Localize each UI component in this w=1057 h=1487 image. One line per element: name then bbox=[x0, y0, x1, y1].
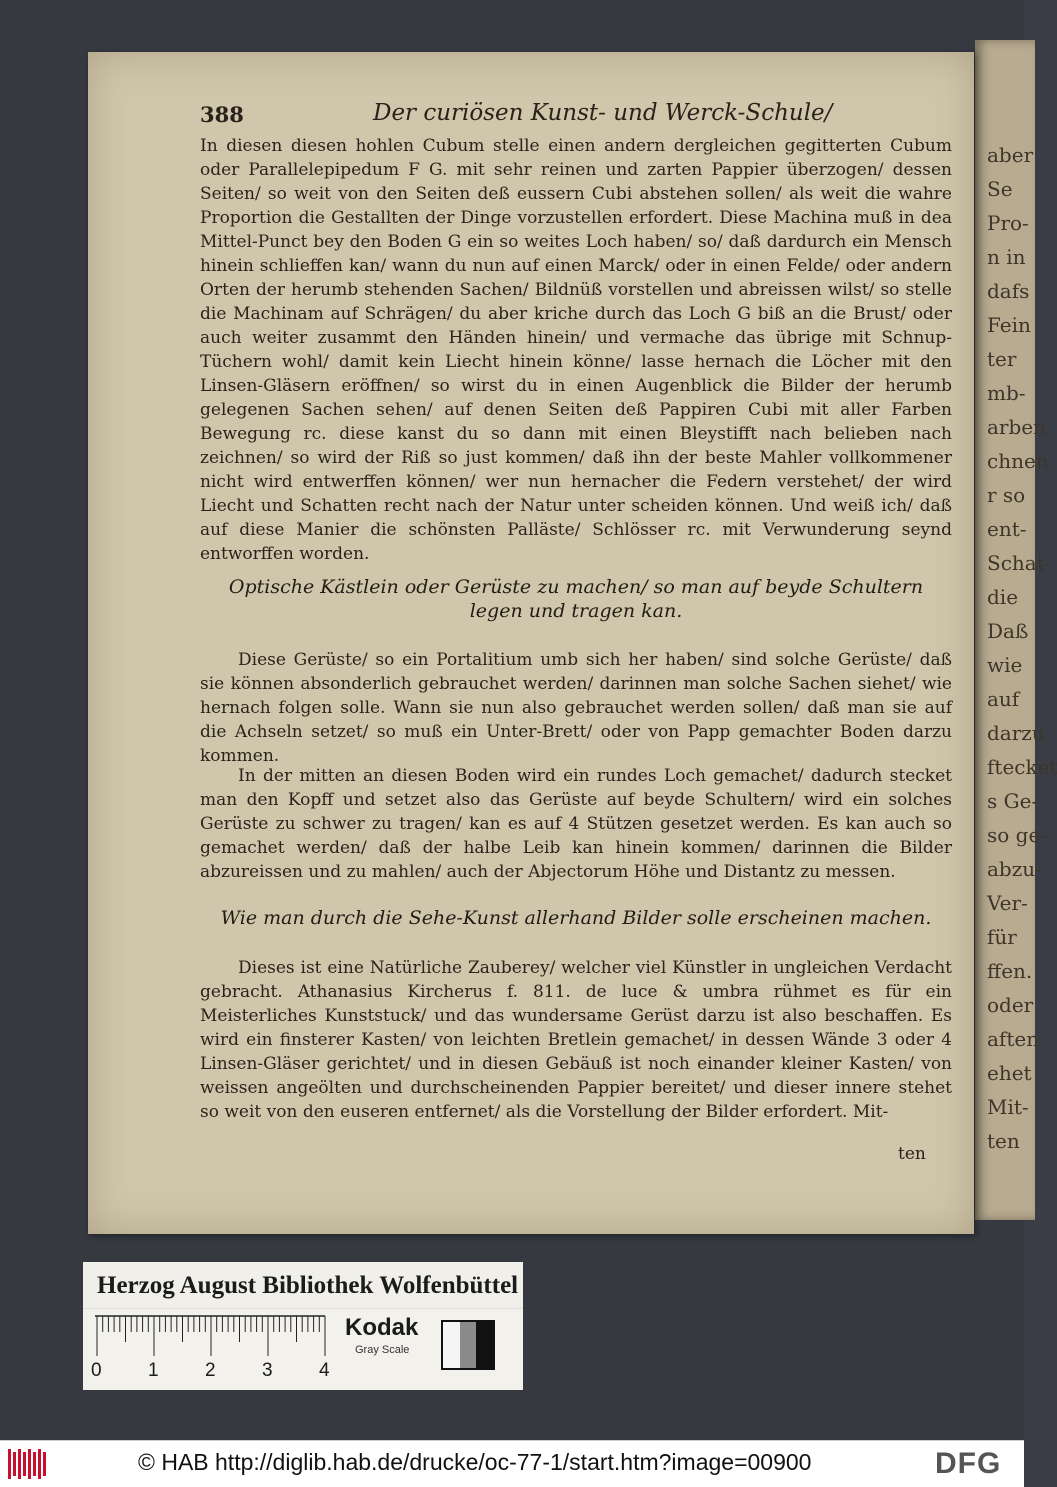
neighbor-page-edge bbox=[975, 40, 1057, 1220]
neighbor-text-fragment: Fein bbox=[987, 313, 1031, 337]
swatch-mid bbox=[460, 1322, 477, 1368]
neighbor-text-fragment: ftecket bbox=[987, 755, 1057, 779]
neighbor-text-fragment: ter bbox=[987, 347, 1017, 371]
neighbor-text-fragment: Ver- bbox=[987, 891, 1028, 915]
section-heading-sehe-kunst: Wie man durch die Sehe-Kunst allerhand Bilder solle erscheinen machen. bbox=[220, 907, 932, 929]
hab-logo-bar bbox=[13, 1452, 16, 1476]
neighbor-text-fragment: aber bbox=[987, 143, 1034, 167]
neighbor-text-fragment: auf bbox=[987, 687, 1020, 711]
page-number: 388 bbox=[200, 102, 244, 127]
source-url-link[interactable]: © HAB http://diglib.hab.de/drucke/oc-77-1/start.htm?image=00900 bbox=[138, 1449, 812, 1475]
neighbor-text-fragment: Mit- bbox=[987, 1095, 1029, 1119]
ruler-ticks bbox=[97, 1316, 325, 1356]
neighbor-text-fragment: s Ge- bbox=[987, 789, 1039, 813]
book-page bbox=[88, 52, 974, 1234]
catchword: ten bbox=[898, 1144, 926, 1164]
ruler-label-4: 4 bbox=[319, 1360, 330, 1381]
hab-logo-bar bbox=[18, 1449, 21, 1479]
ruler-label-2: 2 bbox=[205, 1360, 216, 1381]
neighbor-text-fragment: r so bbox=[987, 483, 1026, 507]
swatch-dark bbox=[476, 1322, 493, 1368]
hab-logo-bar bbox=[8, 1449, 11, 1479]
neighbor-text-fragment: mb- bbox=[987, 381, 1026, 405]
hab-logo-bar bbox=[33, 1452, 36, 1476]
paragraph-2: Diese Gerüste/ so ein Portalitium umb sich her haben/ sind solche Gerüste/ daß sie können absonderlich gebrauchet werden/ darinnen man solche Sachen siehet/ wie hernach folgen solle. Wann sie nun also gebrauchet werden sollen/ daß man sie auf die Achseln setzet/ so muß ein Unter-Brett/ oder von Papp gemachter Boden darzu kommen. bbox=[200, 650, 952, 766]
neighbor-text-fragment: chnen bbox=[987, 449, 1049, 473]
section-heading-optische-kaestlein: Optische Kästlein oder Gerüste zu machen/ so man auf beyde Schultern legen und tragen kan. bbox=[228, 576, 924, 622]
hab-logo-bar bbox=[23, 1452, 26, 1476]
hab-logo-bar bbox=[43, 1452, 46, 1476]
paragraph-3: In der mitten an diesen Boden wird ein rundes Loch gemachet/ dadurch stecket man den Kopff und setzet also das Gerüste auf beyde Schultern/ wird ein solches Gerüste zu schwer zu tragen/ kan es auf 4 Stützen gesetzet werden. Es kan auch so gemachet werden/ daß der halbe Leib kan hinein kommen/ darinnen die Bilder abzureissen und zu mahlen/ auch der Abjectorum Höhe und Distantz zu messen. bbox=[200, 766, 952, 882]
paragraph-4: Dieses ist eine Natürliche Zauberey/ welcher viel Künstler in ungleichen Verdacht gebracht. Athanasius Kircherus f. 811. de luce & umbra rühmet es für ein Meisterliches Kunststuck/ und das wundersame Gerüst darzu ist also beschaffen. Es wird ein finsterer Kasten/ von leichten Bretlein gemachet/ in dessen Wände 3 oder 4 Linsen-Gläser gerichtet/ und in diesen Gebäuß ist noch einander kleiner Kasten/ von weissen angeölten und durchscheinenden Pappier bereitet/ und dieser innere stehet so weit von den euseren entfernet/ als die Vorstellung der Bilder erfordert. Mit- bbox=[200, 958, 952, 1122]
hab-logo-bar bbox=[38, 1449, 41, 1479]
running-head: Der curiösen Kunst- und Werck-Schule/ bbox=[373, 100, 833, 126]
swatch-light bbox=[443, 1322, 460, 1368]
footer-bar bbox=[0, 1440, 1024, 1487]
neighbor-text-fragment: Daß bbox=[987, 619, 1029, 643]
ruler-label-0: 0 bbox=[91, 1360, 102, 1381]
kodak-subtitle: Gray Scale bbox=[355, 1344, 410, 1356]
neighbor-text-fragment: ent- bbox=[987, 517, 1027, 541]
dfg-logo: DFG bbox=[935, 1447, 1002, 1480]
kodak-logo: Kodak bbox=[345, 1314, 419, 1341]
neighbor-text-fragment: Schat- bbox=[987, 551, 1052, 575]
hab-logo-bar bbox=[28, 1449, 31, 1479]
neighbor-text-fragment: arben bbox=[987, 415, 1047, 439]
neighbor-text-fragment: oder bbox=[987, 993, 1034, 1017]
neighbor-text-fragment: aften bbox=[987, 1027, 1040, 1051]
neighbor-text-fragment: die bbox=[987, 585, 1019, 609]
library-name: Herzog August Bibliothek Wolfenbüttel bbox=[97, 1272, 519, 1299]
neighbor-text-fragment: Se bbox=[987, 177, 1013, 201]
gray-scale-swatches bbox=[441, 1320, 495, 1370]
neighbor-text-fragment: ffen. bbox=[987, 959, 1033, 983]
neighbor-text-fragment: ehet bbox=[987, 1061, 1032, 1085]
hab-logo-icon bbox=[8, 1449, 46, 1479]
neighbor-text-fragment: Pro- bbox=[987, 211, 1029, 235]
neighbor-text-fragment: für bbox=[987, 925, 1017, 949]
ruler-label-3: 3 bbox=[262, 1360, 273, 1381]
neighbor-text-fragment: dafs bbox=[987, 279, 1030, 303]
library-bar bbox=[83, 1262, 523, 1309]
neighbor-text-fragment: darzu bbox=[987, 721, 1045, 745]
neighbor-text-fragment: wie bbox=[987, 653, 1023, 677]
neighbor-text-fragment: abzu- bbox=[987, 857, 1042, 881]
ruler-label-1: 1 bbox=[148, 1360, 159, 1381]
paragraph-1: In diesen diesen hohlen Cubum stelle einen andern dergleichen gegitterten Cubum oder Parallelepipedum F G. mit sehr reinen und zarten Pappier überzogen/ dessen Seiten/ so weit von den Seiten deß eussern Cubi abstehen sollen/ als weit die wahre Proportion die Gestallten der Dinge vorzustellen erfordert. Diese Machina muß in dea Mittel-Punct bey den Boden G ein so weites Loch haben/ so/ daß dardurch ein Mensch hinein schlieffen kan/ wann du nun auf einen Marck/ oder in einen Felde/ oder andern Orten der herumb stehenden Sachen/ Bildnüß vorstellen und abreissen wilst/ so stelle die Machinam auf Schrägen/ du aber kriche durch das Loch G biß an die Brust/ oder auch weiter zusammt den Händen hinein/ und vermache das übrige mit Schnup-Tüchern wohl/ damit kein Liecht hinein könne/ lasse hernach die Löcher mit den Linsen-Gläsern eröffnen/ so wirst du in einen Augenblick die Bilder der herumb gelegenen Sachen sehen/ auf denen Seiten deß Pappiren Cubi mit aller Farben Bewegung rc. diese kanst du so dann mit einen Bleystifft nach belieben nach zeichnen/ so wird der Riß so just kommen/ daß ihn der beste Mahler vollkommener nicht wird entwerffen können/ wer nun hernacher die Federn verstehet/ der wird Liecht und Schatten recht nach der Natur unter scheiden können. Und weiß ich/ daß auf diese Manier die schönsten Palläste/ Schlösser rc. mit Verwunderung seynd entworffen worden. bbox=[200, 136, 952, 564]
ruler bbox=[95, 1314, 325, 1360]
neighbor-text-fragment: n in bbox=[987, 245, 1026, 269]
color-reference-strip bbox=[83, 1262, 523, 1390]
neighbor-text-fragment: so ge- bbox=[987, 823, 1048, 847]
neighbor-text-fragment: ten bbox=[987, 1129, 1020, 1153]
